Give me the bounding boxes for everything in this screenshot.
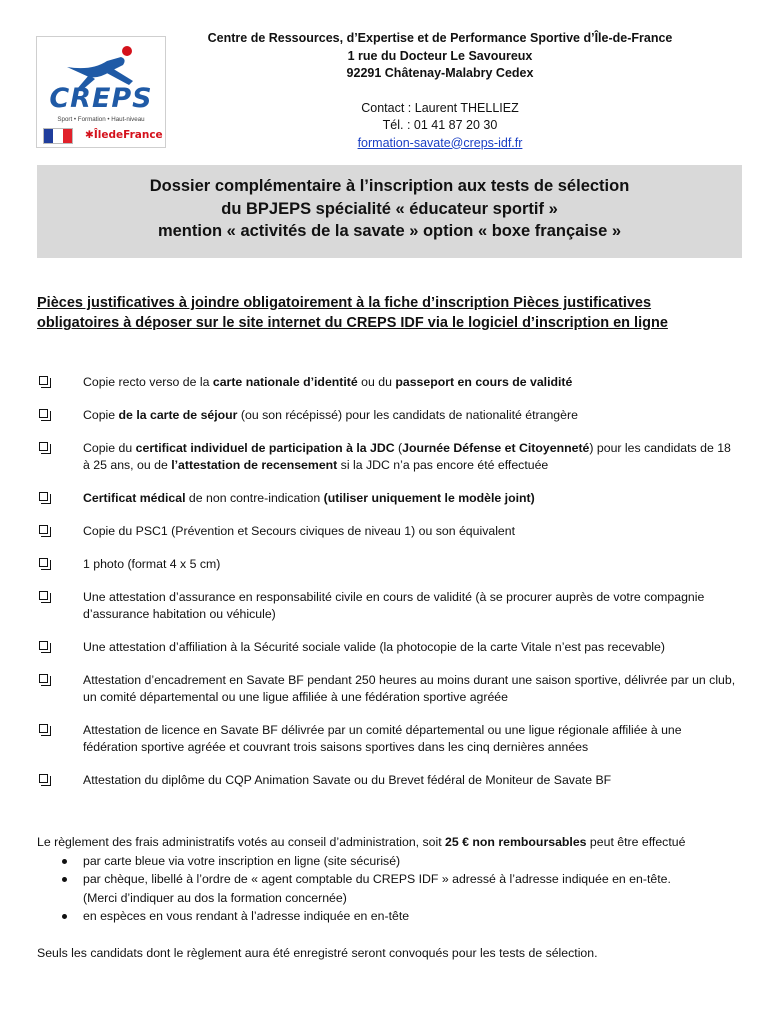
checklist-item-psc1: Copie du PSC1 (Prévention et Secours civiques de niveau 1) ou son équivalent: [37, 523, 737, 540]
checklist-item-residence-permit: Copie de la carte de séjour (ou son récépissé) pour les candidats de nationalité étrangère: [37, 407, 737, 424]
iledefrance-logo: ✱ÎledeFrance: [85, 129, 163, 141]
french-flag-icon: [43, 128, 73, 144]
address-line-2: 92291 Châtenay-Malabry Cedex: [346, 66, 534, 80]
title-line-1: Dossier complémentaire à l’inscription aux tests de sélection: [149, 177, 630, 195]
checkbox-icon: [39, 409, 48, 418]
checkbox-icon: [39, 591, 48, 600]
section-title: Pièces justificatives à joindre obligatoirement à la fiche d’inscription Pièces justificatives obligatoires à déposer sur le site internet du CREPS IDF via le logiciel d’inscription en ligne: [37, 295, 668, 331]
creps-logo: [36, 36, 166, 148]
checkbox-icon: [39, 641, 48, 650]
checklist-item-cqp-diploma: Attestation du diplôme du CQP Animation Savate ou du Brevet fédéral de Moniteur de Savate BF: [37, 772, 737, 789]
document-title-banner: [37, 165, 742, 258]
payment-methods-list: [37, 852, 737, 926]
region-name: ÎledeFrance: [93, 129, 163, 141]
fees-section: [37, 833, 737, 926]
title-line-3: mention « activités de la savate » option « boxe française »: [157, 222, 622, 240]
checkbox-icon: [39, 376, 48, 385]
checkbox-icon: [39, 558, 48, 567]
contact-email-link[interactable]: formation-savate@creps-idf.fr: [357, 135, 523, 150]
bullet-icon: [62, 859, 67, 864]
checklist-item-license: Attestation de licence en Savate BF délivrée par un comité départemental ou une ligue régionale affiliée à une fédération sportive agréée et couvrant trois saisons sportives dans les cinq dernières années: [37, 722, 737, 756]
org-name: Centre de Ressources, d’Expertise et de Performance Sportive d’Île-de-France: [207, 31, 673, 45]
checklist-item-coaching-hours: Attestation d’encadrement en Savate BF pendant 250 heures au moins durant une saison sportive, délivrée par un club, un comité départemental ou une ligue affiliée à une fédération sportive agréée: [37, 672, 737, 706]
logo-title: CREPS: [49, 83, 153, 114]
payment-method-card: par carte bleue via votre inscription en ligne (site sécurisé): [37, 852, 737, 871]
letterhead: [190, 30, 690, 152]
bullet-icon: [62, 914, 67, 919]
checkbox-icon: [39, 525, 48, 534]
checkbox-icon: [39, 724, 48, 733]
contact-name: Contact : Laurent THELLIEZ: [361, 100, 519, 115]
checklist-item-medical-certificate: Certificat médical de non contre-indication (utiliser uniquement le modèle joint): [37, 490, 737, 507]
payment-method-cheque: par chèque, libellé à l’ordre de « agent comptable du CREPS IDF » adressé à l’adresse indiquée en en-tête. (Merci d’indiquer au dos la formation concernée): [37, 870, 737, 907]
checklist-item-photo: 1 photo (format 4 x 5 cm): [37, 556, 737, 573]
address-line-1: 1 rue du Docteur Le Savoureux: [347, 48, 533, 63]
checklist-item-insurance: Une attestation d’assurance en responsabilité civile en cours de validité (à se procurer auprès de votre compagnie d’assurance habitation ou véhicule): [37, 589, 737, 623]
checklist-item-identity: Copie recto verso de la carte nationale d’identité ou du passeport en cours de validité: [37, 374, 737, 391]
checkbox-icon: [39, 492, 48, 501]
final-note: Seuls les candidats dont le règlement aura été enregistré seront convoqués pour les tests de sélection.: [37, 946, 598, 960]
contact-phone: Tél. : 01 41 87 20 30: [382, 118, 498, 132]
checkbox-icon: [39, 442, 48, 451]
fee-amount: 25 € non remboursables: [445, 835, 587, 849]
fees-intro: Le règlement des frais administratifs votés au conseil d’administration, soit 25 € non remboursables peut être effectué: [37, 835, 686, 849]
required-documents-checklist: [37, 374, 737, 789]
checkbox-icon: [39, 674, 48, 683]
bullet-icon: [62, 877, 67, 882]
title-line-2: du BPJEPS spécialité « éducateur sportif »: [221, 199, 558, 218]
checklist-item-social-security: Une attestation d’affiliation à la Sécurité sociale valide (la photocopie de la carte Vitale n’est pas recevable): [37, 639, 737, 656]
logo-subtitle: Sport • Formation • Haut-niveau: [57, 116, 145, 123]
checkbox-icon: [39, 774, 48, 783]
checklist-item-jdc: Copie du certificat individuel de participation à la JDC (Journée Défense et Citoyenneté) pour les candidats de 18 à 25 ans, ou de l’attestation de recensement si la JDC n’a pas encore été effectuée: [37, 440, 737, 474]
payment-method-cash: en espèces en vous rendant à l’adresse indiquée en en-tête: [37, 907, 737, 926]
